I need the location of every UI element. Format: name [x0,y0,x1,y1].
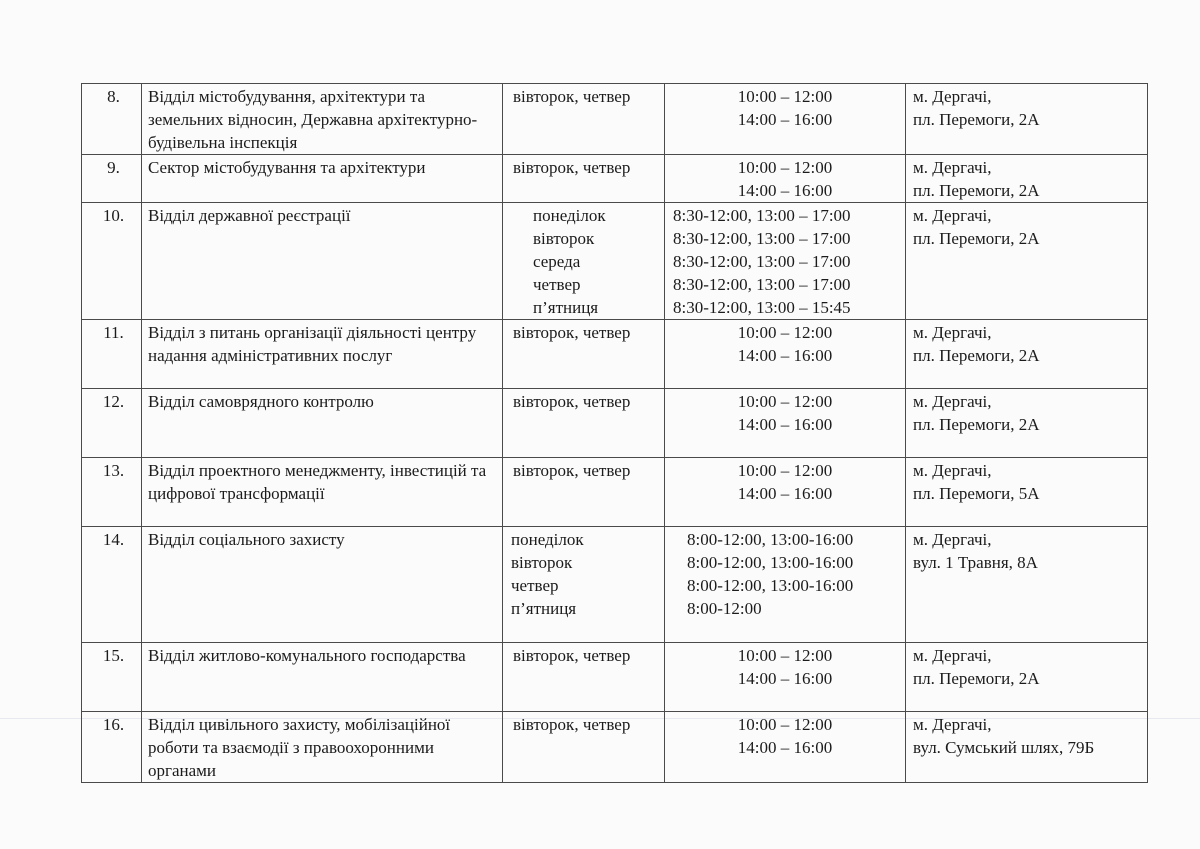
row-number-cell: 9. [82,155,142,203]
department-cell: Відділ соціального захисту [142,527,503,643]
address-cell: м. Дергачі, пл. Перемоги, 2А [906,389,1148,458]
days-cell: понеділок вівторок середа четвер п’ятниця [503,203,665,320]
address-cell: м. Дергачі, пл. Перемоги, 5А [906,458,1148,527]
address-cell: м. Дергачі, пл. Перемоги, 2А [906,84,1148,155]
hours-cell: 10:00 – 12:00 14:00 – 16:00 [665,84,906,155]
row-number-cell: 16. [82,712,142,783]
reception-schedule-table [81,83,1148,783]
days-cell: вівторок, четвер [503,84,665,155]
department-cell: Відділ державної реєстрації [142,203,503,320]
days-cell: вівторок, четвер [503,458,665,527]
hours-cell: 10:00 – 12:00 14:00 – 16:00 [665,389,906,458]
table-row [82,84,1148,155]
address-cell: м. Дергачі, вул. 1 Травня, 8А [906,527,1148,643]
row-number-cell: 8. [82,84,142,155]
department-cell: Відділ з питань організації діяльності центру надання адміністративних послуг [142,320,503,389]
days-cell: вівторок, четвер [503,643,665,712]
row-number-cell: 11. [82,320,142,389]
hours-cell: 10:00 – 12:00 14:00 – 16:00 [665,458,906,527]
table-row [82,712,1148,783]
address-cell: м. Дергачі, пл. Перемоги, 2А [906,203,1148,320]
hours-cell: 10:00 – 12:00 14:00 – 16:00 [665,712,906,783]
department-cell: Відділ житлово-комунального господарства [142,643,503,712]
table-row [82,527,1148,643]
hours-cell: 8:00-12:00, 13:00-16:00 8:00-12:00, 13:00-16:00 8:00-12:00, 13:00-16:00 8:00-12:00 [665,527,906,643]
department-cell: Сектор містобудування та архітектури [142,155,503,203]
hours-cell: 10:00 – 12:00 14:00 – 16:00 [665,320,906,389]
days-cell: понеділок вівторок четвер п’ятниця [503,527,665,643]
address-cell: м. Дергачі, пл. Перемоги, 2А [906,320,1148,389]
row-number-cell: 13. [82,458,142,527]
table-row [82,643,1148,712]
hours-cell: 10:00 – 12:00 14:00 – 16:00 [665,155,906,203]
table-row [82,389,1148,458]
hours-cell: 10:00 – 12:00 14:00 – 16:00 [665,643,906,712]
department-cell: Відділ самоврядного контролю [142,389,503,458]
address-cell: м. Дергачі, пл. Перемоги, 2А [906,155,1148,203]
table-row [82,155,1148,203]
row-number-cell: 10. [82,203,142,320]
hours-cell: 8:30-12:00, 13:00 – 17:00 8:30-12:00, 13:00 – 17:00 8:30-12:00, 13:00 – 17:00 8:30-12:00, 13:00 – 17:00 8:30-12:00, 13:00 – 15:45 [665,203,906,320]
department-cell: Відділ цивільного захисту, мобілізаційної роботи та взаємодії з правоохоронними органами [142,712,503,783]
table-row [82,320,1148,389]
days-cell: вівторок, четвер [503,389,665,458]
row-number-cell: 12. [82,389,142,458]
address-cell: м. Дергачі, пл. Перемоги, 2А [906,643,1148,712]
department-cell: Відділ містобудування, архітектури та земельних відносин, Державна архітектурно-будівельна інспекція [142,84,503,155]
days-cell: вівторок, четвер [503,320,665,389]
row-number-cell: 15. [82,643,142,712]
table-row [82,203,1148,320]
address-cell: м. Дергачі, вул. Сумський шлях, 79Б [906,712,1148,783]
days-cell: вівторок, четвер [503,155,665,203]
table-row [82,458,1148,527]
row-number-cell: 14. [82,527,142,643]
days-cell: вівторок, четвер [503,712,665,783]
department-cell: Відділ проектного менеджменту, інвестицій та цифрової трансформації [142,458,503,527]
